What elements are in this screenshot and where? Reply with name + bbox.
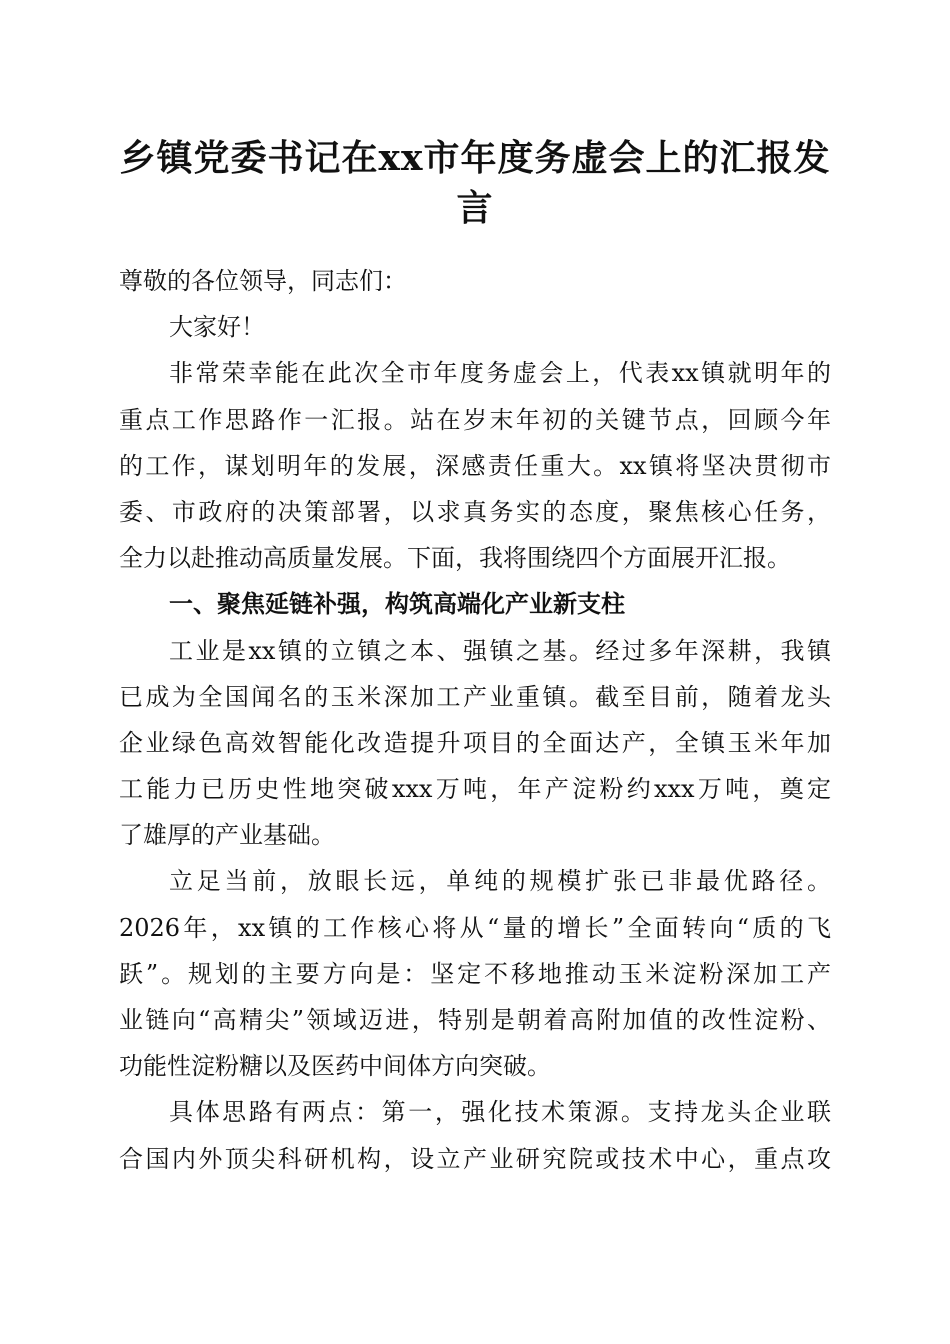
document-title: 乡镇党委书记在xx市年度务虚会上的汇报发言 (119, 137, 831, 229)
section-heading: 一、聚焦延链补强，构筑高端化产业新支柱 (169, 590, 625, 619)
paragraph-line: 全力以赴推动高质量发展。下面，我将围绕四个方面展开汇报。 (119, 544, 791, 573)
paragraph-line: 了雄厚的产业基础。 (119, 821, 335, 850)
paragraph-line: 工能力已历史性地突破xxx万吨，年产淀粉约xxx万吨，奠定 (119, 775, 831, 804)
paragraph-line: 重点工作思路作一汇报。站在岁末年初的关键节点，回顾今年 (119, 405, 831, 434)
paragraph-line: 企业绿色高效智能化改造提升项目的全面达产，全镇玉米年加 (119, 728, 831, 757)
paragraph-line: 功能性淀粉糖以及医药中间体方向突破。 (119, 1052, 551, 1081)
paragraph-line: 非常荣幸能在此次全市年度务虚会上，代表xx镇就明年的 (169, 359, 831, 388)
paragraph-line: 具体思路有两点：第一，强化技术策源。支持龙头企业联 (169, 1098, 831, 1127)
document-body (119, 258, 831, 1182)
paragraph-line: 合国内外顶尖科研机构，设立产业研究院或技术中心，重点攻 (119, 1144, 831, 1173)
paragraph-line: 已成为全国闻名的玉米深加工产业重镇。截至目前，随着龙头 (119, 682, 831, 711)
greeting: 大家好！ (169, 313, 265, 342)
paragraph-line: 工业是xx镇的立镇之本、强镇之基。经过多年深耕，我镇 (169, 636, 831, 665)
paragraph-line: 2026年，xx镇的工作核心将从“量的增长”全面转向“质的飞 (119, 913, 831, 942)
paragraph-line: 业链向“高精尖”领域迈进，特别是朝着高附加值的改性淀粉、 (119, 1006, 831, 1034)
paragraph-line: 跃”。规划的主要方向是：坚定不移地推动玉米淀粉深加工产 (119, 959, 831, 988)
paragraph-line: 的工作，谋划明年的发展，深感责任重大。xx镇将坚决贯彻市 (119, 451, 831, 480)
paragraph-line: 立足当前，放眼长远，单纯的规模扩张已非最优路径。 (169, 867, 831, 896)
salutation: 尊敬的各位领导，同志们： (119, 267, 407, 295)
paragraph-line: 委、市政府的决策部署，以求真务实的态度，聚焦核心任务， (119, 497, 831, 526)
